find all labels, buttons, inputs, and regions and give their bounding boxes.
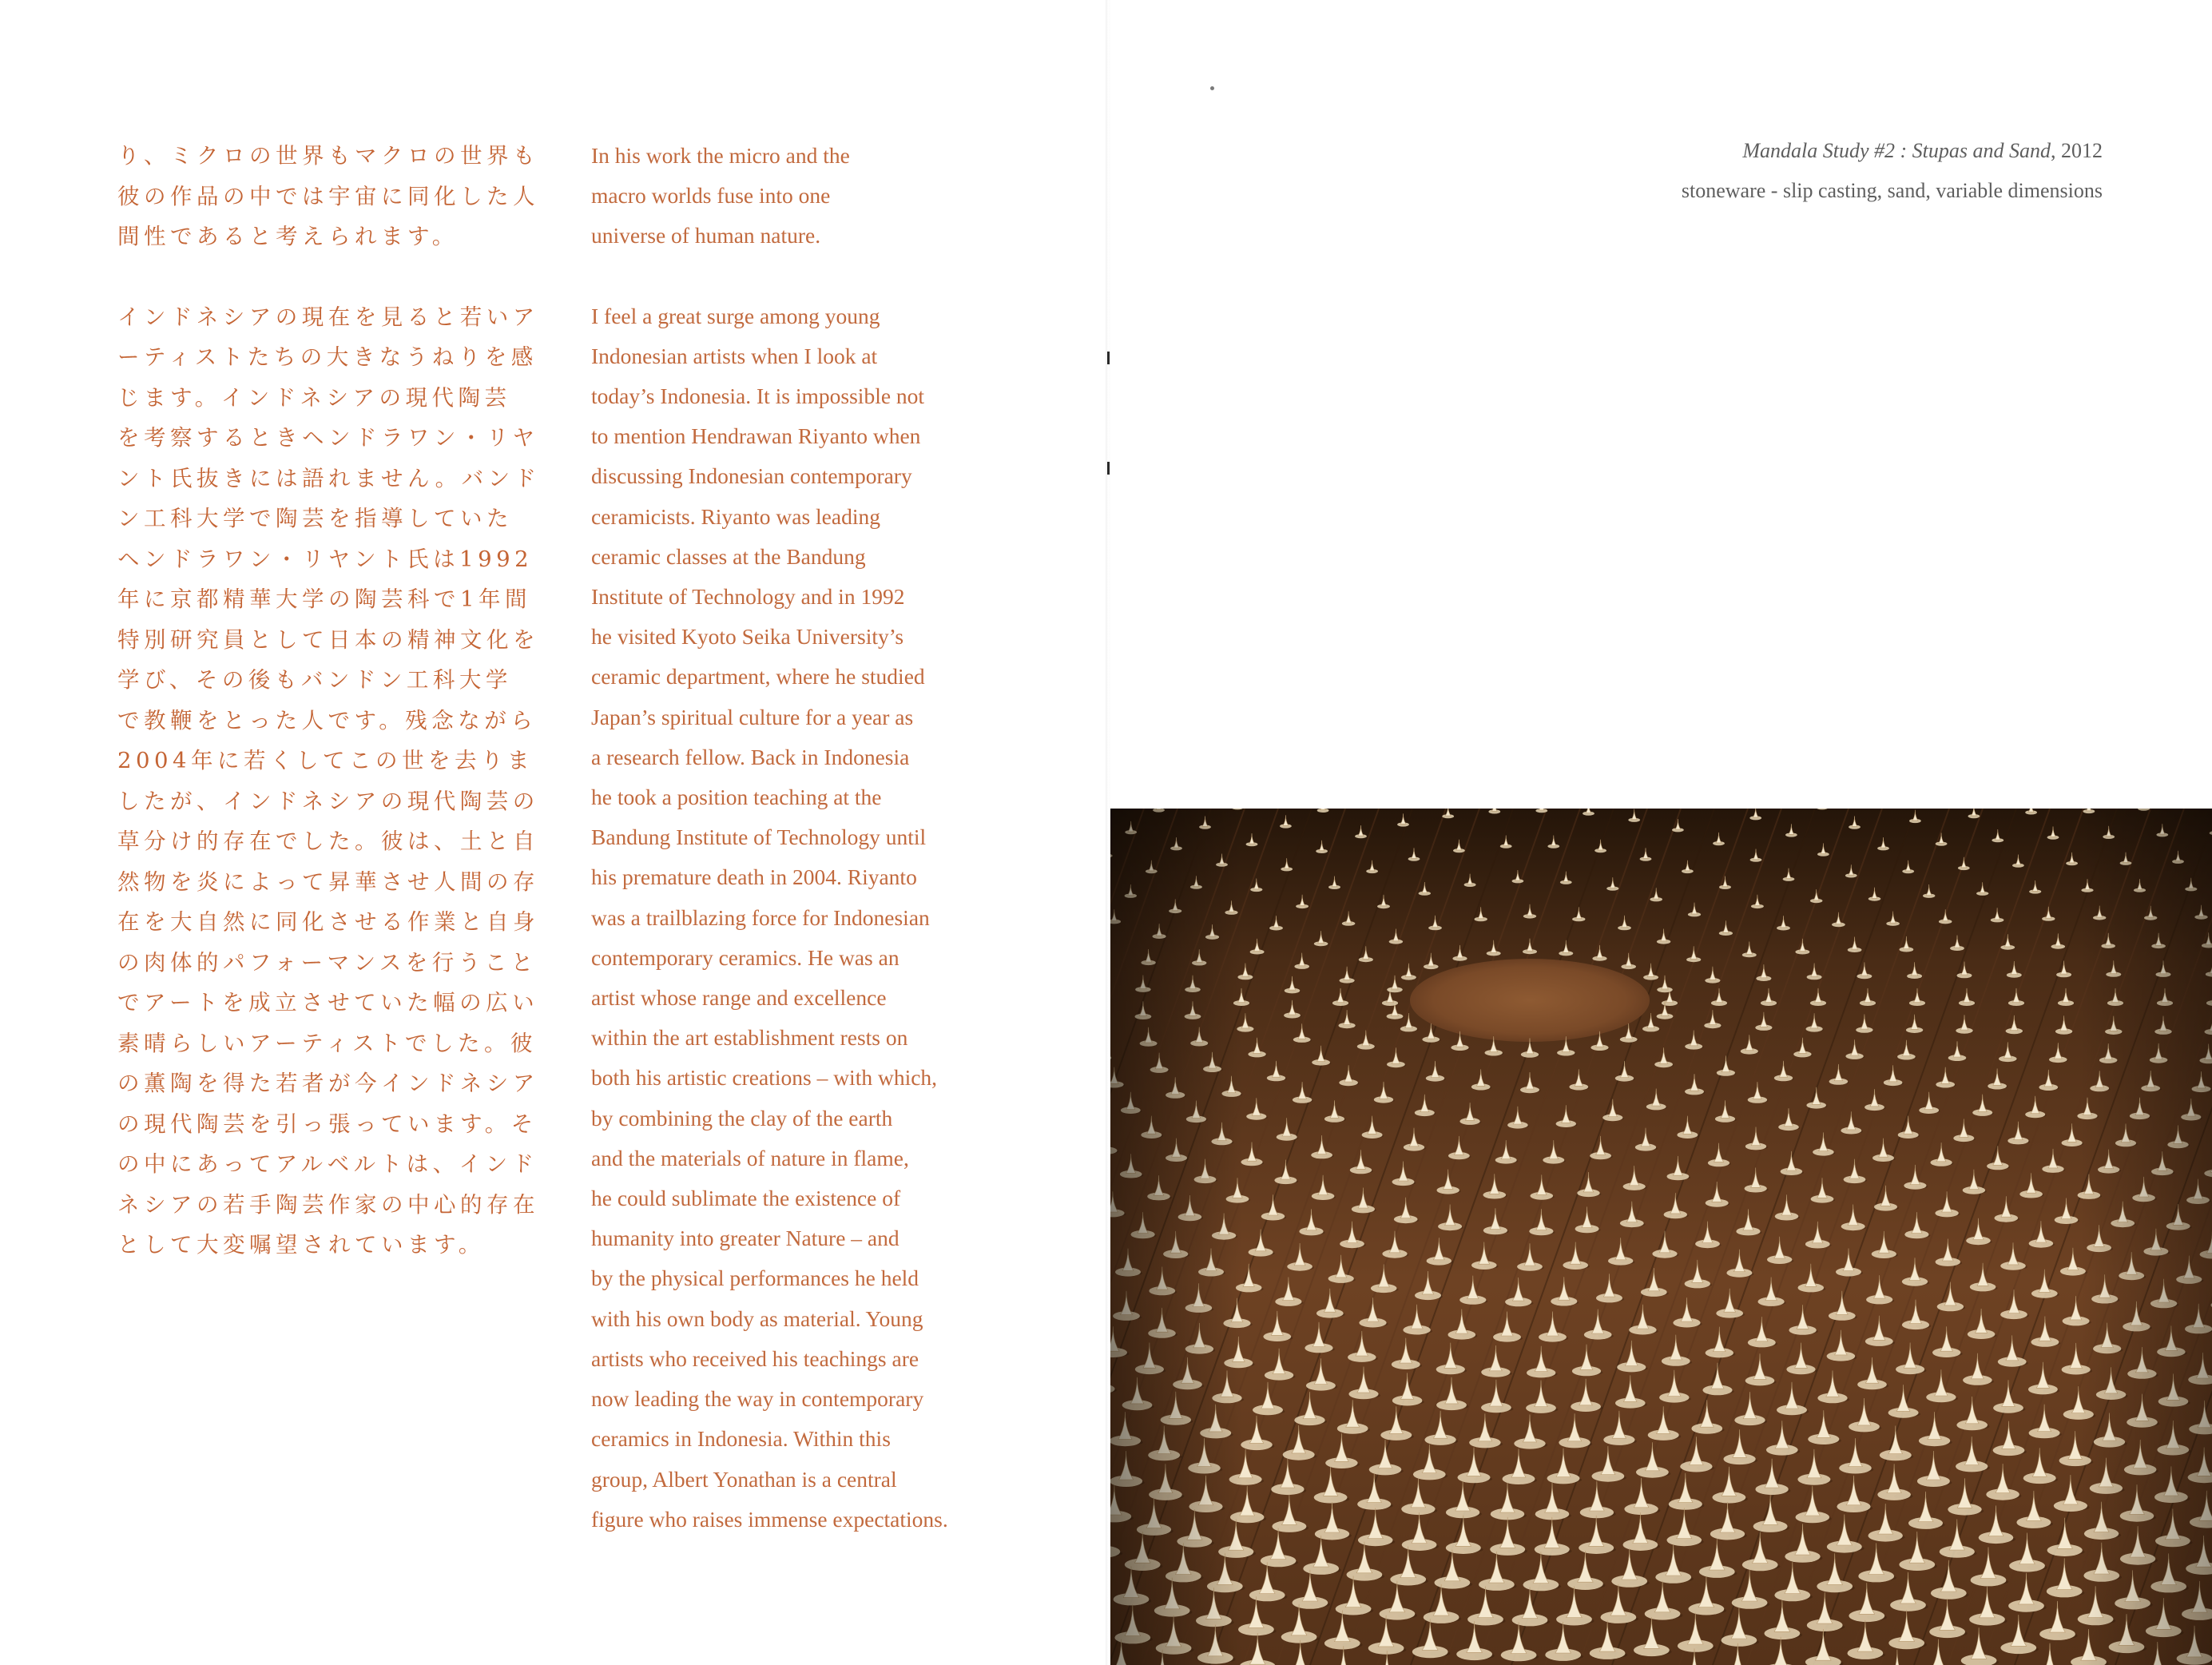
text-line: 素晴らしいアーティストでした。彼 [117, 1030, 537, 1056]
text-line: he could sublimate the existence of [591, 1186, 901, 1211]
text-line: and the materials of nature in flame, [591, 1145, 909, 1170]
english-paragraph-1 [591, 136, 1007, 256]
text-line: の肉体的パフォーマンスを行うこと [117, 949, 538, 976]
text-line: discussing Indonesian contemporary [591, 463, 912, 489]
text-line: now leading the way in contemporary [591, 1386, 924, 1412]
text-line: his premature death in 2004. Riyanto [591, 864, 917, 890]
text-line: 然物を炎によって昇華させ人間の存 [117, 868, 539, 895]
japanese-paragraph-2 [117, 297, 541, 1266]
text-line: today’s Indonesia. It is impossible not [591, 383, 925, 409]
text-line: の中にあってアルベルトは、インド [117, 1151, 538, 1177]
text-line: 学び、その後もバンドン工科大学 [117, 667, 512, 693]
text-line: by the physical performances he held [591, 1266, 919, 1291]
text-line: 2004年に若くしてこの世を去りま [117, 748, 534, 773]
text-line: artists who received his teachings are [591, 1345, 919, 1371]
text-line: 年に京都精華大学の陶芸科で1年間 [117, 586, 531, 612]
artwork-photo [1110, 809, 2212, 1665]
artwork-year: , 2012 [2051, 139, 2103, 162]
text-line: として大変嘱望されています。 [117, 1232, 485, 1258]
english-paragraph-2 [591, 296, 1007, 1540]
text-line: contemporary ceramics. He was an [591, 944, 899, 970]
text-line: to mention Hendrawan Riyanto when [591, 423, 921, 449]
text-line: both his artistic creations – with which, [591, 1065, 938, 1091]
artwork-title: Mandala Study #2 : Stupas and Sand [1742, 139, 2051, 162]
text-line: じます。インドネシアの現代陶芸 [117, 384, 511, 411]
right-page [1110, 0, 2212, 1665]
text-line: Institute of Technology and in 1992 [591, 584, 905, 610]
text-line: ーティストたちの大きなうねりを感 [117, 344, 538, 370]
text-line: を考察するときヘンドラワン・リヤ [117, 425, 539, 451]
text-line: by combining the clay of the earth [591, 1105, 893, 1131]
text-line: Bandung Institute of Technology until [591, 825, 927, 850]
text-line: he visited Kyoto Seika University’s [591, 624, 904, 650]
text-line: he took a position teaching at the [591, 785, 882, 810]
text-line: was a trailblazing force for Indonesian [591, 904, 930, 930]
japanese-text-column [117, 136, 541, 1266]
text-line: artist whose range and excellence [591, 985, 887, 1011]
text-line: ント氏抜きには語れません。バンド [117, 465, 541, 491]
japanese-paragraph-1 [117, 136, 539, 257]
text-line: within the art establishment rests on [591, 1025, 908, 1051]
text-line: figure who raises immense expectations. [591, 1506, 948, 1532]
text-line: の現代陶芸を引っ張っています。そ [117, 1111, 538, 1137]
gutter-mark [1107, 352, 1110, 364]
text-line: 間性であると考えられます。 [117, 224, 459, 249]
text-line: でアートを成立させていた幅の広い [117, 990, 539, 1015]
text-line: ヘンドラワン・リヤント氏は1992 [117, 546, 534, 572]
text-line: 草分け的存在でした。彼は、土と自 [117, 829, 539, 854]
artwork-caption [1384, 131, 2103, 211]
english-text-column [591, 136, 1007, 1540]
text-line: ネシアの若手陶芸作家の中心的存在 [117, 1191, 539, 1218]
text-line: In his work the micro and the [591, 143, 850, 168]
text-line: group, Albert Yonathan is a central [591, 1466, 897, 1492]
text-line: macro worlds fuse into one [591, 183, 831, 209]
dust-speck [1210, 86, 1214, 90]
text-line: ン工科大学で陶芸を指導していた [117, 506, 513, 531]
text-line: ceramics in Indonesia. Within this [591, 1426, 891, 1452]
text-line: ceramic department, where he studied [591, 664, 925, 689]
stupa-mandala-image [1110, 809, 2212, 1665]
artwork-title-line [1384, 131, 2103, 171]
text-line: の薫陶を得た若者が今インドネシア [117, 1071, 539, 1096]
text-line: ceramicists. Riyanto was leading [591, 503, 880, 529]
text-line: ceramic classes at the Bandung [591, 543, 866, 569]
text-line: I feel a great surge among young [591, 303, 880, 328]
text-line: 在を大自然に同化させる作業と自身 [117, 909, 539, 935]
text-line: a research fellow. Back in Indonesia [591, 744, 910, 769]
text-line: インドネシアの現在を見ると若いア [117, 304, 539, 330]
text-line: り、ミクロの世界もマクロの世界も [117, 143, 539, 169]
text-line: したが、インドネシアの現代陶芸の [117, 788, 539, 814]
photo-vignette [1110, 809, 2212, 1665]
text-line: universe of human nature. [591, 223, 821, 248]
text-line: with his own body as material. Young [591, 1305, 923, 1331]
text-line: Indonesian artists when I look at [591, 343, 878, 368]
text-line: 彼の作品の中では宇宙に同化した人 [117, 183, 539, 209]
text-line: で教鞭をとった人です。残念ながら [117, 707, 538, 733]
text-line: 特別研究員として日本の精神文化を [117, 626, 539, 653]
gutter-mark [1107, 462, 1110, 475]
text-line: Japan’s spiritual culture for a year as [591, 704, 914, 729]
artwork-medium: stoneware - slip casting, sand, variable dimensions [1681, 179, 2103, 202]
text-line: humanity into greater Nature – and [591, 1226, 899, 1251]
